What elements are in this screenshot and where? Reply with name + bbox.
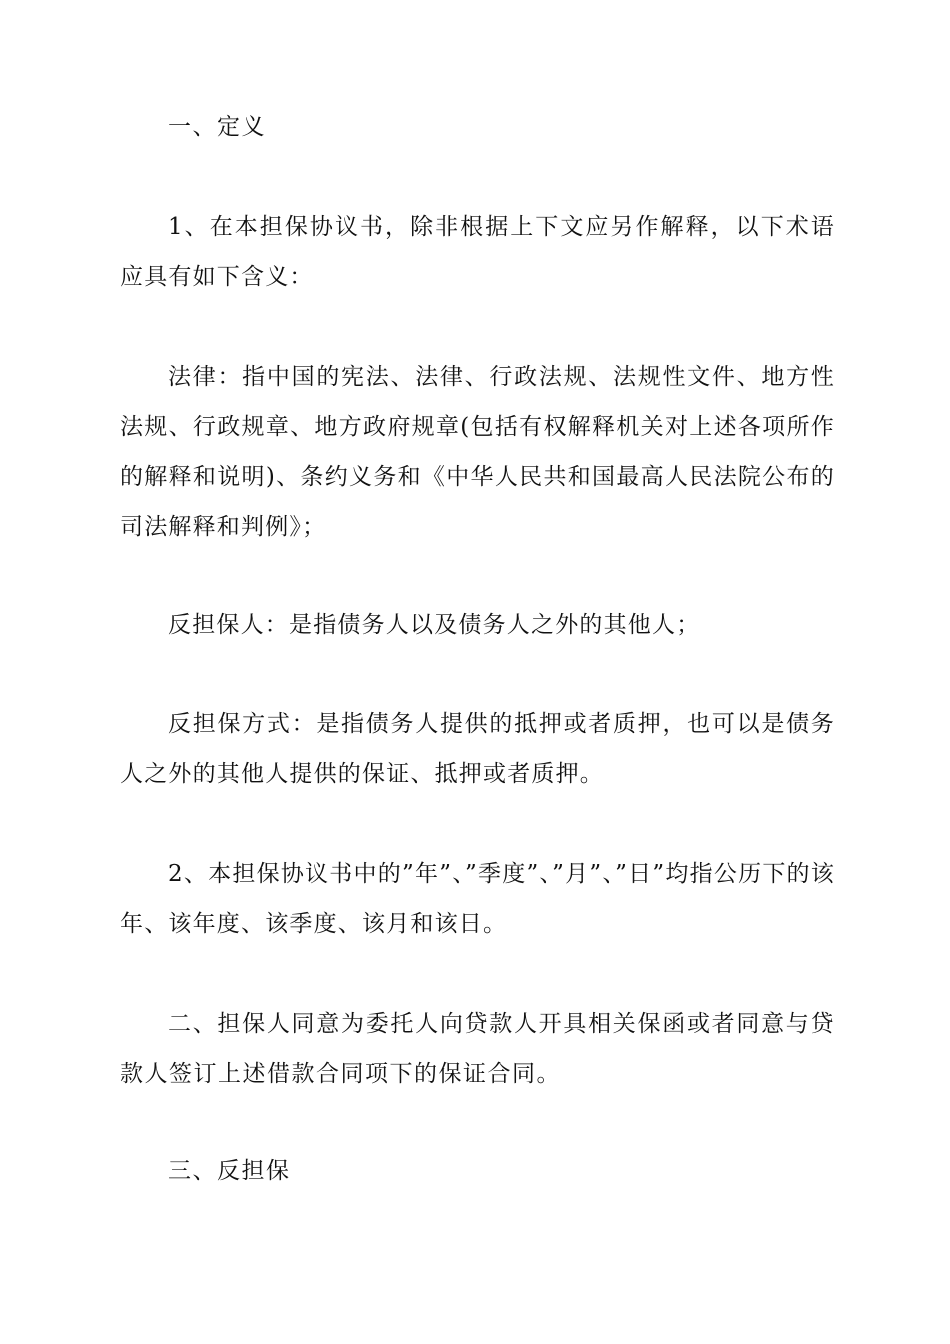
paragraph-counter-guarantee-method: 反担保方式：是指债务人提供的抵押或者质押，也可以是债务人之外的其他人提供的保证、抵押或者质押。 — [120, 711, 835, 787]
section-heading-counter-guarantee: 三、反担保 — [168, 1158, 291, 1184]
paragraph-law-definition: 法律：指中国的宪法、法律、行政法规、法规性文件、地方性法规、行政规章、地方政府规章(包括有权解释机关对上述各项所作的解释和说明)、条约义务和《中华人民共和国最高人民法院公布的司法解释和判例》； — [120, 364, 835, 540]
section-heading-definitions: 一、定义 — [168, 114, 266, 140]
section-guarantor-consent: 二、担保人同意为委托人向贷款人开具相关保函或者同意与贷款人签订上述借款合同项下的保证合同。 — [120, 1011, 835, 1087]
paragraph-terms-intro: 1、在本担保协议书，除非根据上下文应另作解释，以下术语应具有如下含义： — [120, 214, 835, 290]
paragraph-date-terms: 2、本担保协议书中的”年”、”季度”、”月”、”日”均指公历下的该年、该年度、该季度、该月和该日。 — [120, 861, 835, 937]
paragraph-counter-guarantor-definition: 反担保人：是指债务人以及债务人之外的其他人； — [168, 612, 701, 638]
